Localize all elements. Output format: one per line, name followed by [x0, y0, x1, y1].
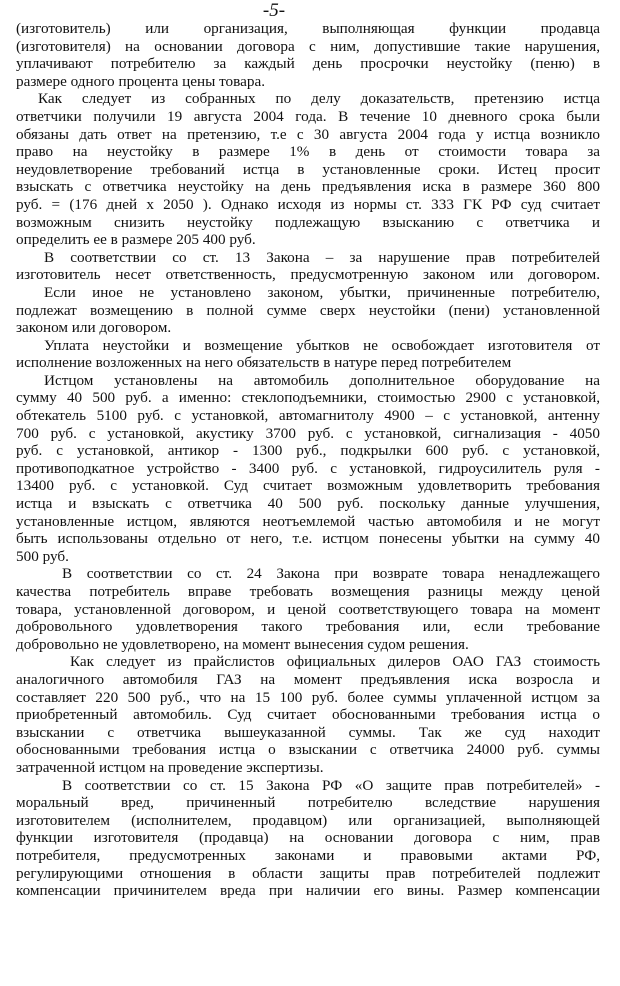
document-body — [16, 20, 600, 900]
text-line: ответчики получили 19 августа 2004 года. В течение 10 дневного срока были — [16, 107, 600, 125]
text-line: Если иное не установлено законом, убытки, причиненные потребителю, — [44, 283, 600, 301]
text-line: составляет 220 500 руб., что на 15 100 руб. более суммы уплаченной истцом за — [16, 688, 600, 706]
text-line: В соответствии со ст. 24 Закона при возврате товара ненадлежащего — [62, 565, 600, 583]
text-line: обязаны дать ответ на претензию, т.е с 30 августа 2004 года у истца возникло — [16, 125, 600, 143]
text-line: регулирующими отношения в области защиты прав потребителей подлежит — [16, 864, 600, 882]
text-line: приобретенный автомобиль. Суд считает обоснованными требования истца о — [16, 706, 600, 724]
text-line: уплачивают потребителю за каждый день просрочки неустойку (пеню) в — [16, 55, 600, 73]
text-line: добровольного удовлетворения такого требования или, если требование — [16, 618, 600, 636]
text-line: руб. = (176 дней х 2050 ). Однако исходя из нормы ст. 333 ГК РФ суд считает — [16, 195, 600, 213]
text-line: исполнение возложенных на него обязательств в натуре перед потребителем — [16, 354, 512, 372]
text-line: функции изготовителя (продавца) на основании договора с ним, прав — [16, 829, 600, 847]
text-line: изготовитель несет ответственность, предусмотренную законом или договором. — [16, 266, 600, 284]
text-line: взыскании с ответчика вышеуказанной суммы. Так же суд находит — [16, 723, 600, 741]
text-line: руб. с установкой, антикор - 1300 руб., подкрылки 600 руб. с установкой, — [16, 442, 600, 460]
text-line: аналогичного автомобиля ГАЗ на момент предъявления иска возросла и — [16, 670, 600, 688]
text-line: Как следует из собранных по делу доказательств, претензию истца — [38, 90, 600, 108]
text-line: законом или договором. — [16, 319, 172, 337]
text-line: противоподкатное устройство - 3400 руб. с установкой, гидроусилитель руля - — [16, 459, 600, 477]
text-line: неудовлетворение требований истца в установленные сроки. Истец просит — [16, 160, 600, 178]
text-line: подлежат возмещению в полной сумме сверх неустойки (пени) установленной — [16, 301, 600, 319]
text-line: затраченной истцом на проведение экспертизы. — [16, 758, 324, 776]
text-line: компенсации причинителем вреда при наличии его вины. Размер компенсации — [16, 882, 600, 900]
text-line: (изготовитель) или организация, выполняющая функции продавца — [16, 20, 600, 37]
text-line: Как следует из прайслистов официальных дилеров ОАО ГАЗ стоимость — [70, 653, 600, 671]
text-line: взыскать с ответчика неустойку на день предъявления иска в размере 360 800 — [16, 178, 600, 196]
text-line: обтекатель 5100 руб. с установкой, автомагнитолу 4900 – с установкой, антенну — [16, 407, 600, 425]
text-line: В соответствии со ст. 15 Закона РФ «О защите прав потребителей» - — [62, 776, 600, 794]
text-line: сумму 40 500 руб. а именно: стеклоподъемники, стоимостью 2900 с установкой, — [16, 389, 600, 407]
text-line: обоснованными требования истца о взыскании с ответчика 24000 руб. суммы — [16, 741, 600, 759]
text-line: добровольно не удовлетворено, на момент вынесения судом решения. — [16, 635, 469, 653]
text-line: право на неустойку в размере 1% в день от стоимости товара за — [16, 143, 600, 161]
text-line: изготовителем (исполнителем, продавцом) или организацией, выполняющей — [16, 811, 600, 829]
page-number: -5- — [262, 0, 286, 21]
text-line: качества потребитель вправе требовать возмещения разницы между ценой — [16, 583, 600, 600]
text-line: В соответствии со ст. 13 Закона – за нарушение прав потребителей — [44, 248, 600, 266]
text-line: Уплата неустойки и возмещение убытков не освобождает изготовителя от — [44, 336, 600, 354]
text-line: размере одного процента цены товара. — [16, 72, 265, 90]
text-line: возможным снизить неустойку подлежащую взысканию с ответчика и — [16, 213, 600, 231]
text-line: установленные истцом, являются неотъемлемой частью автомобиля и не могут — [16, 512, 600, 530]
text-line: 700 руб. с установкой, акустику 3700 руб. с установкой, сигнализация - 4050 — [16, 424, 600, 442]
text-line: истца и взыскать с ответчика 40 500 руб. поскольку данные улучшения, — [16, 495, 600, 513]
text-line: быть использованы отдельно от него, т.е. истцом понесены убытки на сумму 40 — [16, 530, 600, 548]
text-line: 13400 руб. с установкой. Суд считает возможным удовлетворить требования — [16, 477, 600, 495]
text-line: моральный вред, причиненный потребителю вследствие нарушения — [16, 794, 600, 812]
text-line: товара, установленной договором, и ценой соответствующего товара на момент — [16, 600, 600, 618]
text-line: потребителя, предусмотренных законами и правовыми актами РФ, — [16, 846, 600, 864]
text-line: (изготовителя) на основании договора с ним, допустившие такие нарушения, — [16, 37, 600, 55]
text-line: Истцом установлены на автомобиль дополнительное оборудование на — [44, 371, 600, 389]
text-line: определить ее в размере 205 400 руб. — [16, 231, 256, 249]
text-line: 500 руб. — [16, 547, 69, 565]
